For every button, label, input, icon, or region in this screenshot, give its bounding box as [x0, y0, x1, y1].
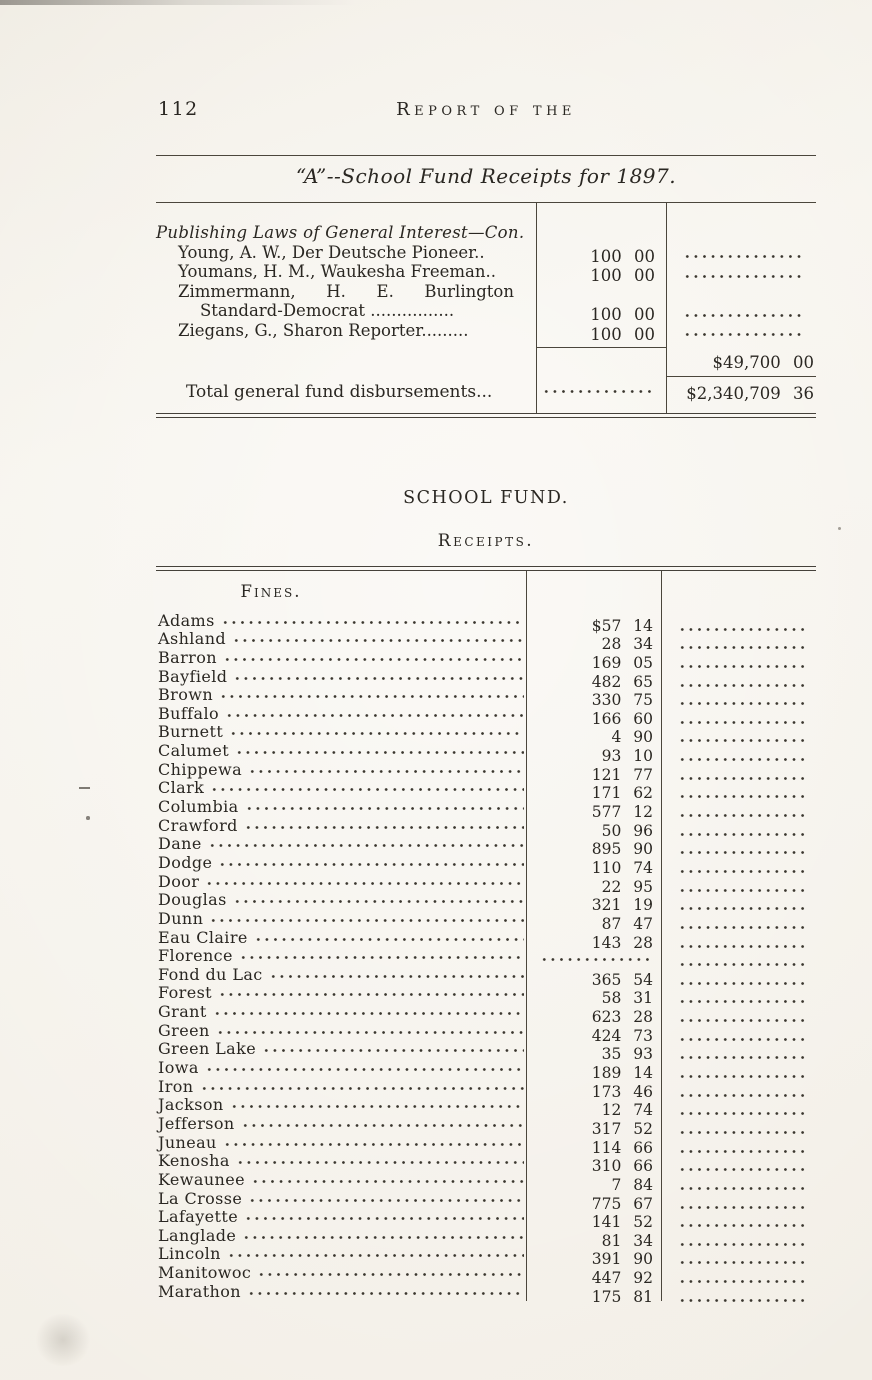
- notes-cell: [661, 774, 816, 784]
- dot-leader: [683, 272, 804, 281]
- dot-leader: [678, 755, 805, 764]
- notes-cell: [661, 1035, 816, 1045]
- county-cell: [156, 798, 526, 816]
- notes-cell: [661, 625, 816, 635]
- county-name: Crawford: [158, 815, 238, 835]
- county-cell: [156, 984, 526, 1002]
- county-cell: [156, 1171, 526, 1189]
- county-cell: [156, 854, 526, 872]
- dot-leader: [678, 979, 805, 988]
- notes-cell: [666, 330, 816, 340]
- county-name: Calumet: [158, 741, 230, 761]
- sum-rule-cell: [536, 347, 666, 374]
- fine-amount: 482 65: [591, 672, 653, 691]
- dot-leader: [678, 681, 805, 690]
- dot-leader: [208, 841, 524, 850]
- payee-name: Ziegans, G., Sharon Reporter.........: [178, 320, 469, 340]
- county-cell: [156, 1152, 526, 1170]
- receipts-heading: Receipts.: [437, 531, 535, 551]
- county-name: Iowa: [158, 1058, 199, 1078]
- dot-leader: [678, 960, 805, 969]
- notes-cell: [666, 311, 816, 321]
- notes-cell: [661, 699, 816, 709]
- notes-cell: [661, 662, 816, 672]
- county-cell: [156, 910, 526, 928]
- county-name: Dodge: [158, 852, 213, 872]
- notes-cell: [661, 1277, 816, 1287]
- notes-cell: [661, 681, 816, 691]
- notes-cell: [661, 1221, 816, 1231]
- fine-amount: 28 34: [601, 635, 653, 654]
- dot-leader: [221, 618, 524, 627]
- dot-leader: [210, 785, 524, 794]
- dot-leader: [205, 879, 524, 888]
- fine-amount: 365 54: [591, 970, 653, 989]
- dot-leader: [205, 1065, 524, 1074]
- total-amount: $2,340,709 36: [666, 376, 816, 410]
- county-cell: [156, 835, 526, 853]
- disbursement-row: [156, 262, 816, 285]
- county-cell: [156, 742, 526, 760]
- dot-leader: [235, 748, 524, 757]
- scan-artifact: [838, 527, 841, 530]
- dot-leader: [244, 823, 524, 832]
- payee-cell: [156, 282, 536, 321]
- county-name: Adams: [158, 610, 215, 630]
- county-name: Ashland: [158, 629, 227, 649]
- dot-leader: [678, 997, 805, 1006]
- dot-leader: [233, 897, 524, 906]
- dot-leader: [209, 916, 524, 925]
- fines-table: [156, 566, 816, 1306]
- dot-leader: [229, 729, 524, 738]
- notes-cell: [661, 867, 816, 877]
- fine-amount: 189 14: [591, 1064, 653, 1083]
- disbursement-row: [156, 281, 816, 324]
- running-title: Report of the: [396, 99, 576, 120]
- notes-cell: [661, 736, 816, 746]
- payee-name: Young, A. W., Der Deutsche Pioneer..: [178, 242, 485, 262]
- dot-leader: [245, 804, 524, 813]
- dot-leader: [257, 1270, 524, 1279]
- fine-amount: 35 93: [601, 1045, 653, 1064]
- notes-cell: [661, 811, 816, 821]
- amount-value: 100 00: [590, 324, 655, 344]
- notes-cell: [666, 272, 816, 282]
- disbursements-table: [156, 202, 816, 418]
- notes-cell: [661, 718, 816, 728]
- fine-amount: 58 31: [601, 989, 653, 1008]
- dot-leader: [233, 674, 524, 683]
- county-name: Jefferson: [158, 1113, 235, 1133]
- notes-cell: [661, 997, 816, 1007]
- county-name: Langlade: [158, 1225, 237, 1245]
- notes-cell: [661, 1296, 816, 1306]
- dot-leader: [262, 1046, 524, 1055]
- notes-cell: [661, 1165, 816, 1175]
- county-name: Buffalo: [158, 703, 219, 723]
- county-cell: [156, 1022, 526, 1040]
- county-cell: [156, 817, 526, 835]
- subtotal-amount: $49,700 00: [712, 352, 814, 372]
- disbursement-row: [156, 242, 816, 266]
- notes-cell: [661, 1091, 816, 1101]
- dot-leader: [213, 1009, 524, 1018]
- fine-amount: 166 60: [591, 709, 653, 728]
- county-name: Barron: [158, 647, 217, 667]
- dot-leader: [678, 718, 805, 727]
- county-cell: [156, 966, 526, 984]
- dot-leader: [269, 972, 524, 981]
- group-heading-row: [156, 223, 816, 243]
- dot-leader: [239, 953, 524, 962]
- fine-amount: 321 19: [591, 896, 653, 915]
- payee-name-continued: Standard-Democrat ................: [200, 301, 455, 320]
- notes-cell: [661, 942, 816, 952]
- dot-leader: [678, 1147, 805, 1156]
- county-cell: [156, 1040, 526, 1058]
- county-name: Fond du Lac: [158, 964, 263, 984]
- county-cell: [156, 1264, 526, 1282]
- fine-amount: 114 66: [591, 1138, 653, 1157]
- fine-amount: 330 75: [591, 691, 653, 710]
- county-name: Burnett: [158, 722, 224, 742]
- fines-row: [156, 610, 816, 635]
- fine-amount: 424 73: [591, 1026, 653, 1045]
- fines-table-body: [156, 571, 816, 1306]
- fine-amount: 175 81: [591, 1287, 653, 1306]
- amount-value: 100 00: [590, 266, 655, 285]
- notes-cell: [661, 1053, 816, 1063]
- county-cell: [156, 1208, 526, 1226]
- county-cell: [156, 1245, 526, 1263]
- notes-cell: [661, 1072, 816, 1082]
- county-cell: [156, 649, 526, 667]
- dot-leader: [678, 1277, 805, 1286]
- dot-leader: [219, 692, 524, 701]
- fine-amount: 121 77: [591, 765, 653, 784]
- dot-leader: [678, 1072, 805, 1081]
- county-cell: [156, 1134, 526, 1152]
- county-name: Lafayette: [158, 1207, 239, 1227]
- fine-amount: 12 74: [601, 1101, 653, 1120]
- dot-leader: [542, 387, 653, 396]
- notes-cell: [661, 904, 816, 914]
- county-name: Brown: [158, 685, 214, 705]
- dot-leader: [683, 252, 804, 261]
- county-name: Green Lake: [158, 1039, 257, 1059]
- county-name: La Crosse: [158, 1188, 243, 1208]
- fine-amount: 317 52: [591, 1119, 653, 1138]
- page-header: [156, 97, 816, 123]
- county-name: Manitowoc: [158, 1263, 252, 1283]
- county-cell: [156, 947, 526, 965]
- notes-cell: [661, 960, 816, 970]
- total-label: Total general fund disbursements...: [186, 382, 493, 403]
- dot-leader: [225, 711, 524, 720]
- fines-header: Fines.: [240, 581, 302, 601]
- county-name: Bayfield: [158, 666, 228, 686]
- county-name: Florence: [158, 946, 233, 966]
- section-a-title: “A”--School Fund Receipts for 1897.: [295, 164, 677, 188]
- fine-amount: 169 05: [591, 653, 653, 672]
- county-cell: [156, 1115, 526, 1133]
- dot-leader: [678, 699, 805, 708]
- dot-leader: [683, 311, 804, 320]
- county-cell: [156, 1078, 526, 1096]
- dot-leader: [200, 1084, 524, 1093]
- dot-leader: [244, 1214, 524, 1223]
- county-cell: [156, 779, 526, 797]
- dot-leader: [678, 923, 805, 932]
- dot-leader: [678, 643, 805, 652]
- dot-leader: [678, 1165, 805, 1174]
- notes-cell: [661, 792, 816, 802]
- dot-leader: [678, 830, 805, 839]
- scan-artifact: [34, 1314, 92, 1366]
- dot-leader: [227, 1251, 524, 1260]
- county-cell: [156, 1283, 526, 1301]
- dot-leader: [678, 1109, 805, 1118]
- payee-cell: [156, 262, 536, 282]
- notes-cell: [661, 830, 816, 840]
- disbursement-rows: [156, 242, 816, 344]
- fine-amount: 4 90: [611, 728, 653, 747]
- dot-leader: [678, 886, 805, 895]
- notes-cell: [661, 1258, 816, 1268]
- notes-cell: [661, 1147, 816, 1157]
- dot-leader: [678, 1035, 805, 1044]
- county-name: Marathon: [158, 1281, 241, 1301]
- fine-amount: 173 46: [591, 1082, 653, 1101]
- fine-amount: $57 14: [591, 616, 653, 635]
- subtotal-label-empty: [156, 347, 536, 374]
- county-name: Douglas: [158, 890, 227, 910]
- page-number: 112: [158, 98, 199, 120]
- school-fund-heading: SCHOOL FUND.: [403, 488, 569, 508]
- county-cell: [156, 873, 526, 891]
- dot-leader: [678, 1091, 805, 1100]
- notes-cell: [661, 1184, 816, 1194]
- dot-leader: [230, 1102, 524, 1111]
- dot-leader: [254, 935, 524, 944]
- fines-header-row: [156, 571, 816, 611]
- county-name: Green: [158, 1020, 210, 1040]
- fine-amount: 577 12: [591, 803, 653, 822]
- dot-leader: [678, 1221, 805, 1230]
- notes-cell: [661, 1016, 816, 1026]
- county-name: Columbia: [158, 797, 239, 817]
- dot-leader: [678, 625, 805, 634]
- dot-leader: [251, 1177, 524, 1186]
- payee-cell: [156, 243, 536, 263]
- notes-cell: [661, 755, 816, 765]
- dot-leader: [678, 1258, 805, 1267]
- dot-leader: [678, 1016, 805, 1025]
- horizontal-rule: [156, 155, 816, 156]
- dot-leader: [248, 1196, 524, 1205]
- notes-cell: [661, 1128, 816, 1138]
- fine-amount: 81 34: [601, 1231, 653, 1250]
- notes-cell: [661, 979, 816, 989]
- county-name: Clark: [158, 778, 205, 798]
- dot-leader: [678, 1296, 805, 1305]
- dot-leader: [678, 792, 805, 801]
- payee-name: Youmans, H. M., Waukesha Freeman..: [178, 262, 496, 281]
- county-name: Dane: [158, 834, 202, 854]
- payee-cell: [156, 321, 536, 341]
- county-name: Forest: [158, 983, 213, 1003]
- scan-artifact: [79, 787, 90, 789]
- notes-cell: [666, 252, 816, 262]
- dot-leader: [678, 942, 805, 951]
- dot-leader: [540, 955, 651, 964]
- fine-amount: [526, 955, 661, 967]
- fine-amount: 391 90: [591, 1250, 653, 1269]
- fine-amount: 22 95: [601, 877, 653, 896]
- dot-leader: [247, 1289, 524, 1298]
- notes-cell: [661, 1109, 816, 1119]
- dot-leader: [678, 1203, 805, 1212]
- county-cell: [156, 686, 526, 704]
- county-cell: [156, 723, 526, 741]
- notes-cell: [661, 1240, 816, 1250]
- dot-leader: [223, 655, 524, 664]
- amount-value: 100 00: [590, 305, 655, 324]
- amount-value: 100 00: [590, 246, 655, 266]
- dot-leader: [232, 636, 524, 645]
- county-name: Kewaunee: [158, 1169, 245, 1189]
- total-row: [156, 376, 816, 410]
- county-name: Jackson: [158, 1095, 224, 1115]
- county-cell: [156, 612, 526, 630]
- county-name: Lincoln: [158, 1244, 221, 1264]
- fine-amount: 895 90: [591, 840, 653, 859]
- fine-amount: 447 92: [591, 1269, 653, 1288]
- dot-leader: [678, 1240, 805, 1249]
- fine-amount: 775 67: [591, 1194, 653, 1213]
- county-cell: [156, 891, 526, 909]
- dot-leader: [242, 1233, 524, 1242]
- fine-amount: 7 84: [611, 1175, 653, 1194]
- scan-artifact: [86, 816, 90, 820]
- dot-leader: [683, 330, 804, 339]
- fine-amount: 110 74: [591, 858, 653, 877]
- dot-leader: [241, 1121, 524, 1130]
- fine-amount: 50 96: [601, 821, 653, 840]
- county-cell: [156, 929, 526, 947]
- county-name: Door: [158, 871, 200, 891]
- notes-cell: [661, 643, 816, 653]
- county-cell: [156, 1003, 526, 1021]
- notes-cell: [661, 1203, 816, 1213]
- county-cell: [156, 705, 526, 723]
- disbursement-row: [156, 320, 816, 344]
- fine-amount: 171 62: [591, 784, 653, 803]
- county-cell: [156, 1190, 526, 1208]
- county-cell: [156, 630, 526, 648]
- county-cell: [156, 1059, 526, 1077]
- county-name: Dunn: [158, 908, 204, 928]
- notes-cell: [661, 923, 816, 933]
- county-name: Juneau: [158, 1132, 217, 1152]
- dot-leader: [678, 904, 805, 913]
- column-divider: [666, 203, 667, 413]
- dot-leader: [236, 1158, 524, 1167]
- dot-leader: [678, 1053, 805, 1062]
- notes-cell: [661, 848, 816, 858]
- dot-leader: [678, 774, 805, 783]
- double-rule: [156, 413, 816, 418]
- dot-leader: [223, 1140, 524, 1149]
- fine-amount: 143 28: [591, 933, 653, 952]
- group-heading: Publishing Laws of General Interest—Con.: [156, 223, 525, 242]
- fine-amount: 310 66: [591, 1157, 653, 1176]
- dot-leader: [678, 1128, 805, 1137]
- dot-leader: [248, 767, 524, 776]
- fines-rows: [156, 610, 816, 1306]
- dot-leader: [678, 736, 805, 745]
- county-name: Chippewa: [158, 759, 243, 779]
- dot-leader: [678, 811, 805, 820]
- county-name: Iron: [158, 1076, 194, 1096]
- total-dots-cell: [536, 376, 666, 410]
- dot-leader: [678, 1184, 805, 1193]
- fine-amount: 141 52: [591, 1213, 653, 1232]
- dot-leader: [678, 867, 805, 876]
- disbursements-table-body: [156, 203, 816, 413]
- scanned-page-content: [156, 0, 816, 1380]
- county-cell: [156, 1227, 526, 1245]
- fine-amount: 87 47: [601, 914, 653, 933]
- dot-leader: [218, 990, 524, 999]
- county-cell: [156, 1096, 526, 1114]
- county-name: Kenosha: [158, 1151, 230, 1171]
- county-cell: [156, 668, 526, 686]
- county-cell: [156, 761, 526, 779]
- county-name: Eau Claire: [158, 927, 248, 947]
- county-name: Grant: [158, 1002, 207, 1022]
- fine-amount: 93 10: [601, 747, 653, 766]
- dot-leader: [678, 662, 805, 671]
- subtotal-row: [156, 347, 816, 374]
- notes-cell: [661, 886, 816, 896]
- dot-leader: [218, 860, 524, 869]
- fine-amount: 623 28: [591, 1008, 653, 1027]
- dot-leader: [216, 1028, 524, 1037]
- dot-leader: [678, 848, 805, 857]
- payee-name: Zimmermann, H. E. Burlington: [178, 281, 514, 301]
